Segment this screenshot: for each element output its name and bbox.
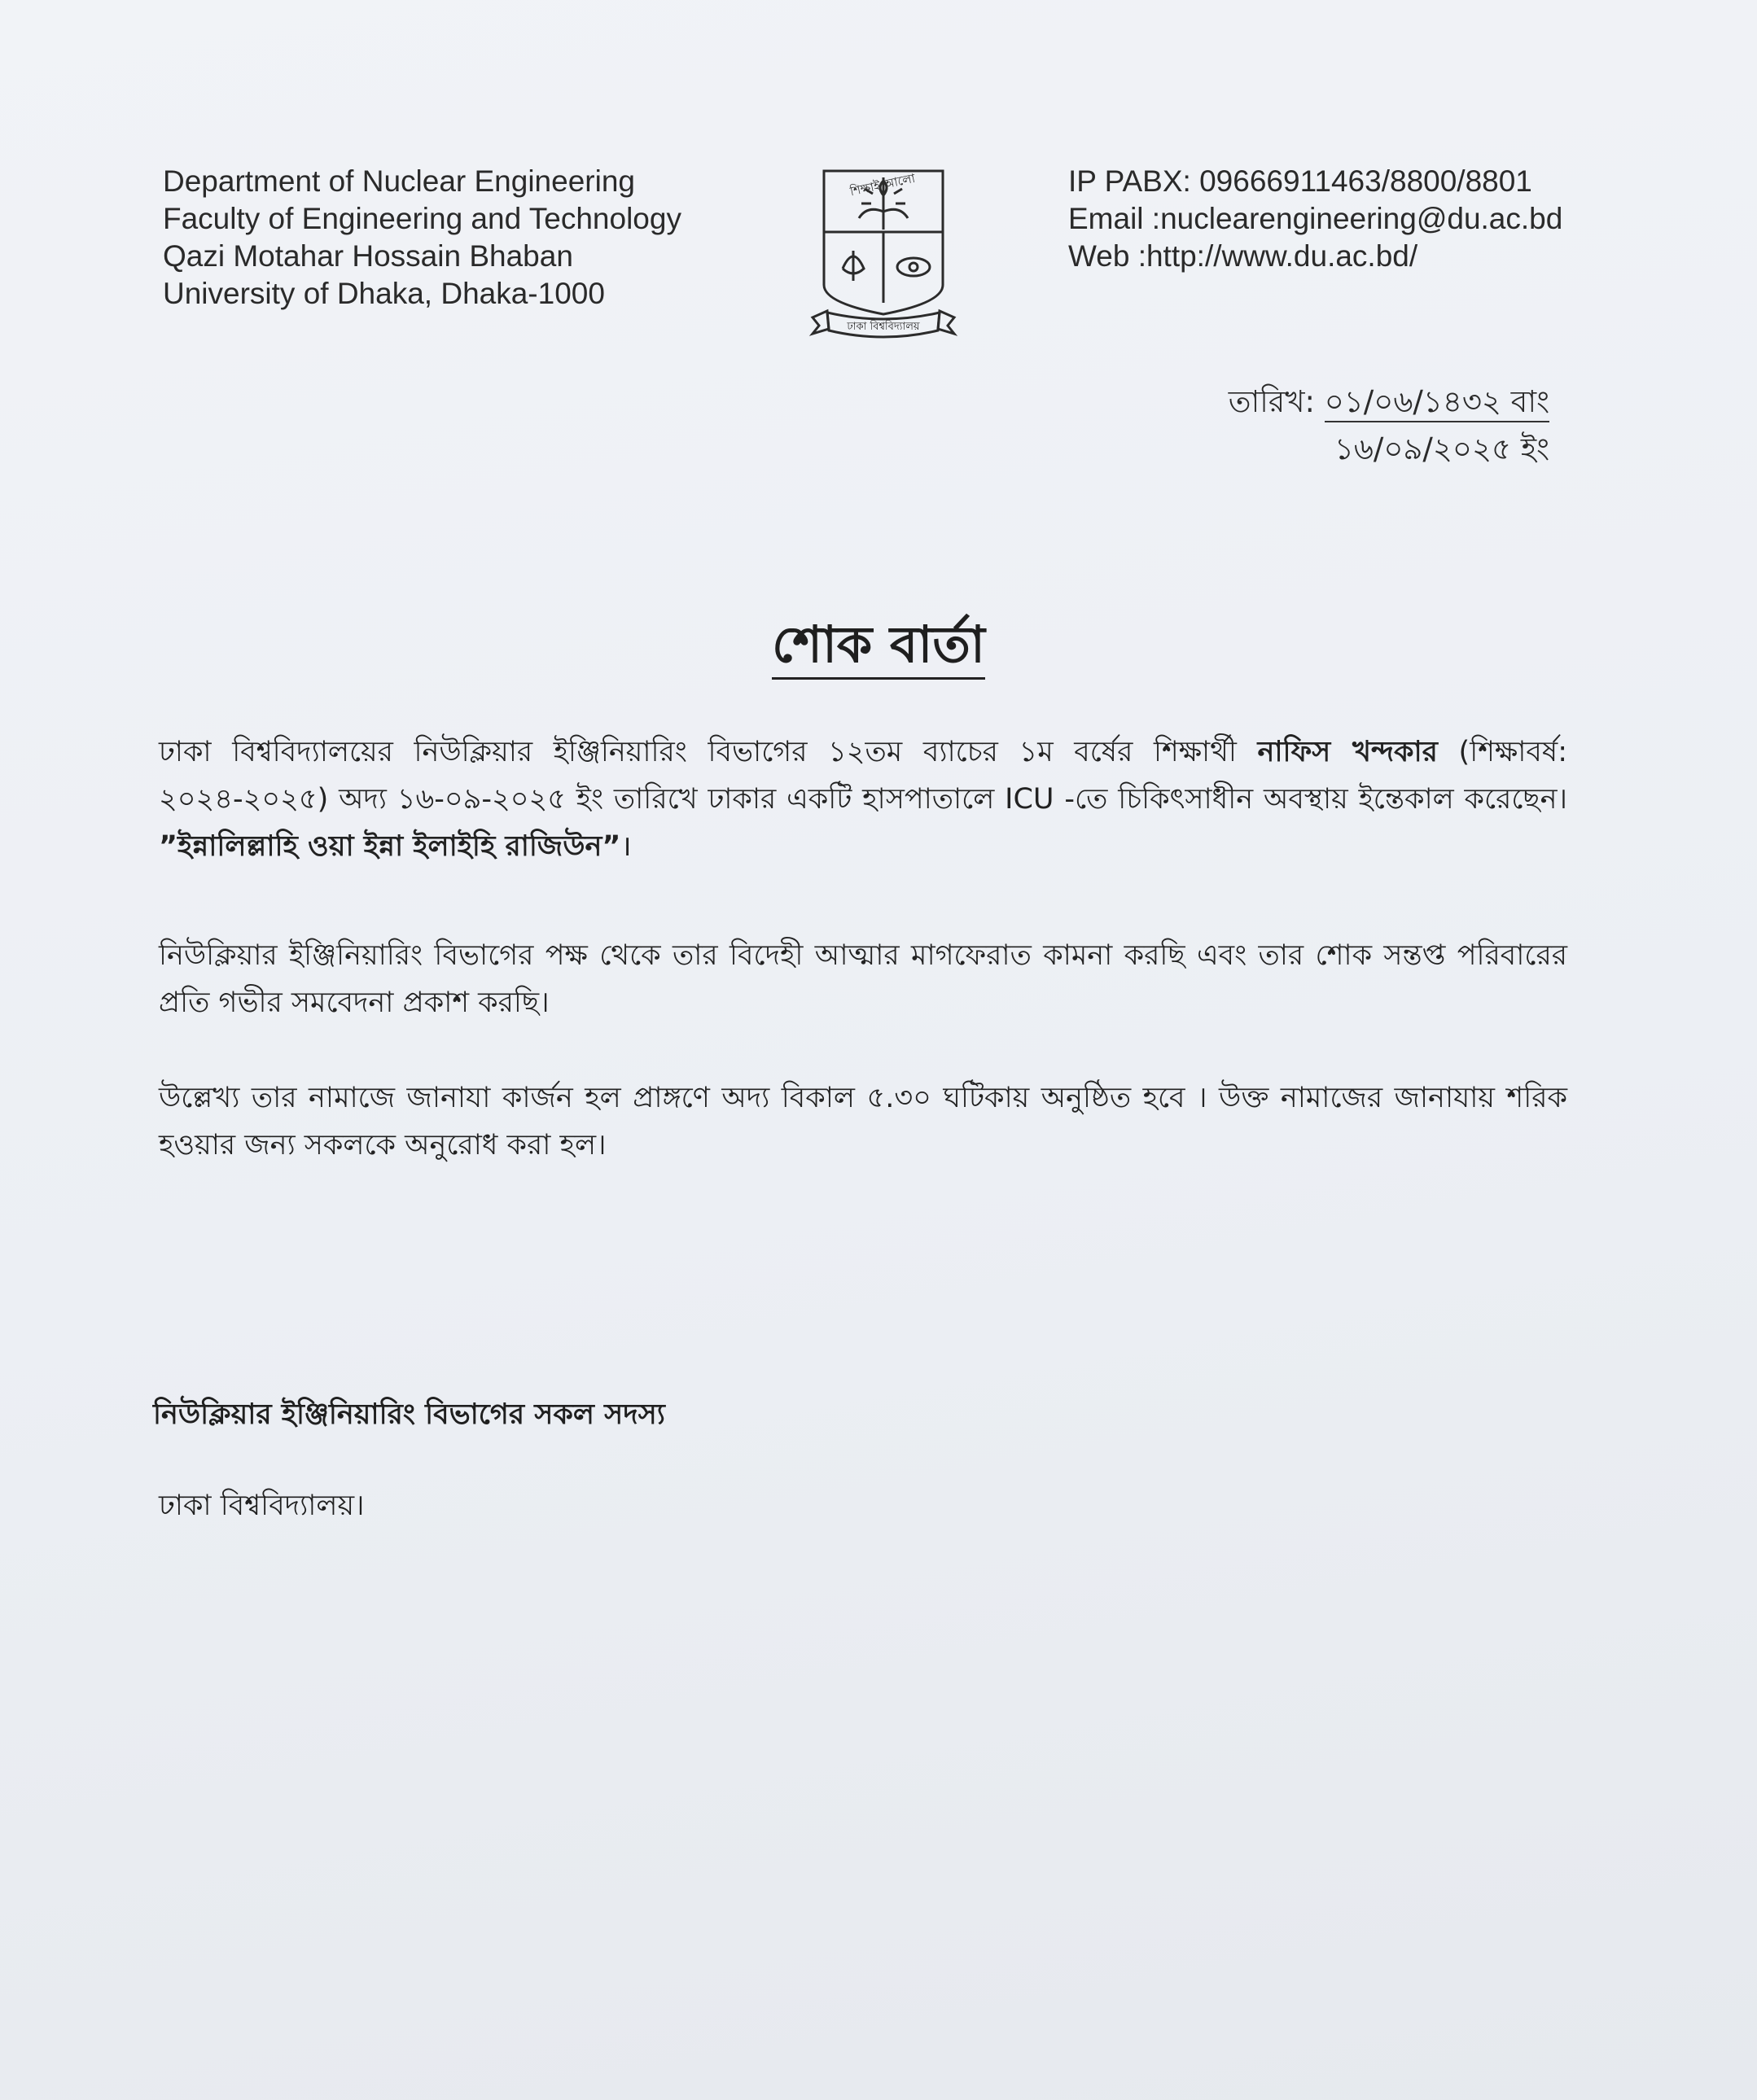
paragraph-announcement (159, 728, 1567, 870)
paragraph1-end: । (620, 830, 632, 863)
contact-email: Email :nuclearengineering@du.ac.bd (1068, 202, 1563, 235)
signoff-university: ঢাকা বিশ্ববিদ্যালয়। (159, 1490, 365, 1522)
date-block (1229, 378, 1549, 473)
seal-motto-text: শিক্ষাই আলো (848, 170, 917, 199)
student-name: নাফিস খন্দকার (1257, 736, 1438, 768)
paragraph1-part2: (শিক্ষাবর্ষ: ২০২৪-২০২৫) অদ্য ১৬-০৯-২০২৫ ইং তারিখে ঢাকার একটি হাসপাতালে ICU -তে চিকিৎসাধীন অবস্থায় ইন্তেকাল করেছেন। (159, 736, 1567, 816)
signoff-department: নিউক্লিয়ার ইঞ্জিনিয়ারিং বিভাগের সকল সদস্য (153, 1398, 665, 1431)
address-line-university: University of Dhaka, Dhaka-1000 (163, 277, 605, 310)
date-line-bangla (1229, 378, 1549, 426)
address-line-faculty: Faculty of Engineering and Technology (163, 202, 681, 235)
title-text: শোক বার্তা (772, 615, 985, 680)
paragraph1-part1: ঢাকা বিশ্ববিদ্যালয়ের নিউক্লিয়ার ইঞ্জিনিয়ারিং বিভাগের ১২তম ব্যাচের ১ম বর্ষের শিক্ষার্থী (159, 736, 1258, 768)
paragraph-janaza: উল্লেখ্য তার নামাজে জানাযা কার্জন হল প্রাঙ্গণে অদ্য বিকাল ৫.৩০ ঘটিকায় অনুষ্ঠিত হবে । উক্ত নামাজের জানাযায় শরিক হওয়ার জন্য সকলকে অনুরোধ করা হল। (159, 1082, 1567, 1162)
seal-ribbon-text: ঢাকা বিশ্ববিদ্যালয় (847, 321, 920, 333)
paragraph-condolence: নিউক্লিয়ার ইঞ্জিনিয়ারিং বিভাগের পক্ষ থেকে তার বিদেহী আত্মার মাগফেরাত কামনা করছি এবং তার শোক সন্তপ্ত পরিবারের প্রতি গভীর সমবেদনা প্রকাশ করছি। (159, 939, 1567, 1019)
date-english: ১৬/০৯/২০২৫ ইং (1334, 431, 1549, 466)
university-seal-icon (806, 163, 961, 342)
department-contact (1068, 163, 1562, 275)
address-line-building: Qazi Motahar Hossain Bhaban (163, 239, 573, 273)
department-address (163, 163, 681, 313)
contact-web: Web :http://www.du.ac.bd/ (1068, 239, 1418, 273)
contact-phone: IP PABX: 09666911463/8800/8801 (1068, 164, 1532, 198)
address-line-department: Department of Nuclear Engineering (163, 164, 635, 198)
date-bangla: ০১/০৬/১৪৩২ বাং (1325, 384, 1549, 422)
date-label: তারিখ: (1228, 384, 1315, 419)
prayer-text: ”ইন্নালিল্লাহি ওয়া ইন্না ইলাইহি রাজিউন” (159, 830, 621, 863)
page-title (0, 606, 1757, 690)
